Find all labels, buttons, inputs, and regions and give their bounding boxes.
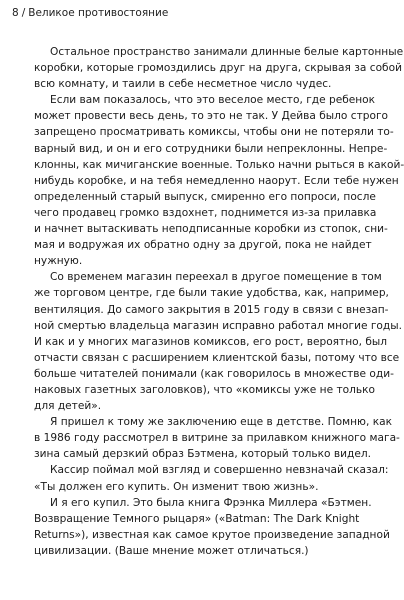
text-line: Если вам показалось, что это веселое место, где ребенок — [50, 94, 376, 107]
text-line: Я пришел к тому же заключению еще в детстве. Помню, как — [50, 416, 392, 429]
text-line: Остальное пространство занимали длинные белые картонные — [50, 46, 404, 58]
text-line: наковых газетных заголовков), что «комиксы уже не только — [34, 383, 376, 396]
text-line: цивилизации. (Ваше мнение может отличаться.) — [34, 544, 309, 557]
text-line: ной смертью владельца магазин исправно работал многие годы. — [34, 319, 402, 332]
paragraph — [34, 44, 404, 92]
text-line: варный вид, и он и его сотрудники были непреклонны. Непре- — [34, 142, 388, 155]
text-line: зина самый дерзкий образ Бэтмена, который только видел. — [34, 448, 372, 461]
text-line: Returns»), известная как самое крутое произведение западной — [34, 528, 390, 541]
text-line: больше читателей понимали (как говорилось в множестве оди- — [34, 367, 394, 380]
running-head — [12, 6, 392, 20]
text-line: мая и водружая их обратно одну за другой, пока не найдет — [34, 239, 372, 252]
body-text — [34, 44, 404, 559]
paragraph — [34, 495, 390, 559]
text-line: нужную. — [34, 255, 83, 268]
paragraph — [34, 92, 404, 269]
page-number: 8 — [12, 7, 19, 19]
running-head-separator: / — [21, 7, 26, 19]
text-line: нибудь коробке, и на тебя немедленно наорут. Если тебе нужен — [34, 174, 399, 187]
text-line: Кассир поймал мой взгляд и совершенно невзначай сказал: — [50, 464, 389, 477]
text-line: может провести весь день, то это не так. У Дейва было строго — [34, 110, 388, 123]
paragraph — [34, 462, 389, 494]
text-line: отчасти связан с расширением клиентской базы, потому что все — [34, 351, 400, 364]
text-line: всю комнату, и таили в себе несметное число чудес. — [34, 78, 332, 91]
text-line: в 1986 году рассмотрел в витрине за прилавком книжного мага- — [34, 432, 400, 445]
chapter-title: Великое противостояние — [28, 7, 169, 19]
text-line: коробки, которые громоздились друг на друга, скрывая за собой — [34, 62, 402, 75]
text-line: Возвращение Темного рыцаря» («Batman: The Dark Knight — [34, 512, 360, 525]
paragraph — [34, 269, 402, 414]
text-line: «Ты должен его купить. Он изменит твою жизнь». — [34, 480, 319, 493]
text-line: чего продавец громко вздохнет, поднимется из-за прилавка — [34, 206, 377, 219]
text-line: И я его купил. Это была книга Фрэнка Миллера «Бэтмен. — [50, 496, 372, 509]
paragraph — [34, 414, 400, 462]
text-line: для детей». — [34, 400, 102, 413]
text-line: определенный старый выпуск, смиренно его попроси, после — [34, 190, 376, 203]
text-line: и начнет вытаскивать неподписанные коробки из стопок, сни- — [34, 223, 388, 236]
text-line: клонны, как мичиганские военные. Только начни рыться в какой- — [34, 158, 404, 171]
text-line: И как и у многих магазинов комиксов, его рост, вероятно, был — [34, 335, 388, 348]
text-line: вентиляция. До самого закрытия в 2015 году в связи с внезап- — [34, 303, 389, 316]
text-line: запрещено просматривать комиксы, чтобы они не потеряли то- — [34, 126, 394, 139]
text-line: Со временем магазин переехал в другое помещение в том — [50, 271, 382, 284]
text-line: же торговом центре, где были такие удобства, как, например, — [34, 287, 389, 300]
